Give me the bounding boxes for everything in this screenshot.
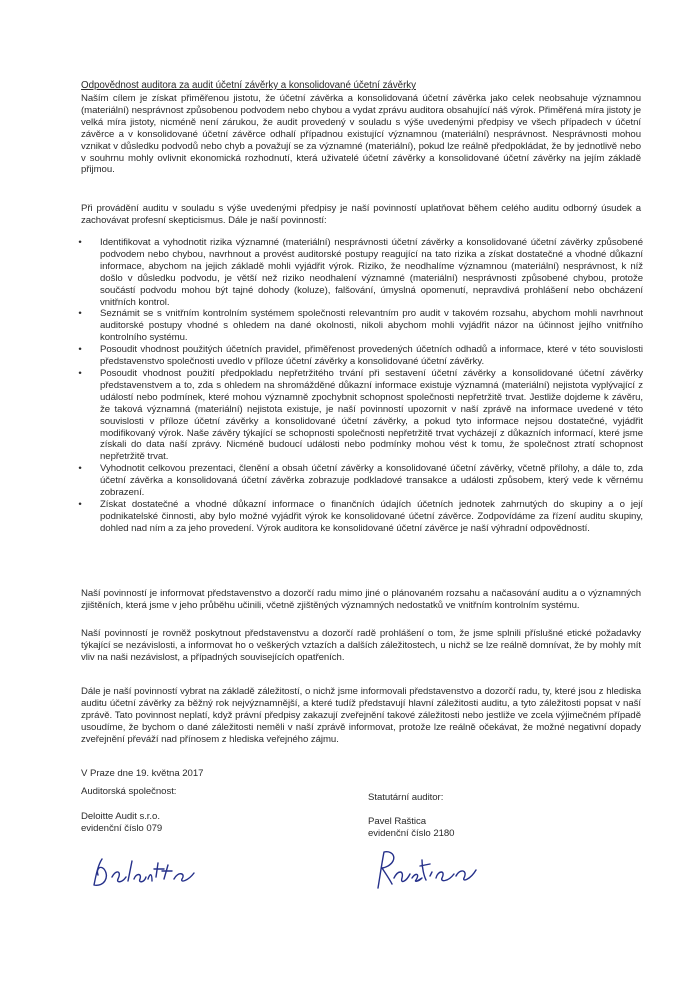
bullet-marker: • bbox=[78, 498, 82, 510]
list-item bbox=[73, 308, 643, 344]
firm-caption: Auditorská společnost: bbox=[81, 786, 177, 797]
paragraph-objective: Naším cílem je získat přiměřenou jistotu, že účetní závěrka a konsolidovaná účetní závěrka jako celek neobsahuje významnou (materiální) nesprávnost způsobenou podvodem nebo chybou a vydat zprávu auditora obsahující náš výrok. Přiměřená míra jistoty je velká míra jistoty, nicméně není zárukou, že audit provedený v souladu s výše uvedenými předpisy ve všech případech v účetní závěrce a v konsolidované účetní závěrce odhalí případnou existující významnou (materiální) nesprávnost. Nesprávnosti mohou vznikat v důsledku podvodů nebo chyb a považují se za významné (materiální), pokud lze reálně předpokládat, že by jednotlivě nebo v souhrnu mohly ovlivnit ekonomická rozhodnutí, která uživatelé účetní závěrky a konsolidované účetní závěrky na jejím základě přijmou. bbox=[81, 93, 641, 176]
list-item-text: Získat dostatečné a vhodné důkazní informace o finančních údajích účetních jednotek zahrnutých do skupiny a o její podnikatelské činnosti, aby bylo možné vyjádřit výrok ke konsolidované účetní závěrce. Zodpovídáme za řízení auditu skupiny, dohled nad ním a za jeho provedení. Výrok auditora ke konsolidované účetní závěrce je naší výhradní odpovědností. bbox=[100, 498, 643, 534]
paragraph-duties-intro: Při provádění auditu v souladu s výše uvedenými předpisy je naší povinností uplatňovat během celého auditu odborný úsudek a zachovávat profesní skepticismus. Dále je naší povinností: bbox=[81, 203, 641, 226]
duties-list bbox=[73, 237, 643, 535]
section-heading: Odpovědnost auditora za audit účetní závěrky a konsolidované účetní závěrky bbox=[81, 80, 416, 91]
list-item-text: Seznámit se s vnitřním kontrolním systémem společnosti relevantním pro audit v takovém rozsahu, abychom mohli navrhnout auditorské postupy vhodné s ohledem na dané okolnosti, nikoli abychom mohli vyjádřit názor na účinnost jejího vnitřního kontrolního systému. bbox=[100, 308, 643, 344]
list-item-text: Posoudit vhodnost použití předpokladu nepřetržitého trvání při sestavení účetní závěrky a konsolidované účetní závěrky představenstvem a to, zda s ohledem na shromážděné důkazní informace existuje významná (materiální) nejistota vyplývající z událostí nebo podmínek, které mohou významně zpochybnit schopnost společnosti nepřetržitě trvat. Jestliže dojdeme k závěru, že taková významná (materiální) nejistota existuje, je naší povinností upozornit v naší zprávě na informace uvedené v této souvislosti v příloze účetní závěrky a konsolidované účetní závěrky, a pokud tyto informace nejsou dostatečné, vyjádřit modifikovaný výrok. Naše závěry týkající se schopnosti společnosti nepřetržitě trvat vycházejí z důkazních informací, které jsme získali do data naší zprávy. Nicméně budoucí události nebo podmínky mohou vést k tomu, že společnost ztratí schopnost nepřetržitě trvat. bbox=[100, 367, 643, 463]
auditor-caption: Statutární auditor: bbox=[368, 792, 444, 803]
date-line: V Praze dne 19. května 2017 bbox=[81, 768, 204, 779]
auditor-name: Pavel Raštica bbox=[368, 816, 427, 827]
paragraph-independence: Naší povinností je rovněž poskytnout představenstvu a dozorčí radě prohlášení o tom, že jsme splnili příslušné etické požadavky týkající se nezávislosti, a informovat ho o veškerých vztazích a dalších záležitostech, u nichž se lze reálně domnívat, že by mohly mít vliv na naši nezávislost, a případných souvisejících opatřeních. bbox=[81, 628, 641, 663]
bullet-marker: • bbox=[78, 463, 82, 475]
list-item bbox=[73, 463, 643, 499]
auditor-signature-stroke bbox=[378, 852, 476, 888]
auditor-signature bbox=[370, 848, 480, 893]
list-item-text: Vyhodnotit celkovou prezentaci, členění a obsah účetní závěrky a konsolidované účetní závěrky, včetně přílohy, a dále to, zda účetní závěrka a konsolidovaná účetní závěrka zobrazuje podkladové transakce a události způsobem, který vede k věrnému zobrazení. bbox=[100, 463, 643, 499]
list-item-text: Identifikovat a vyhodnotit rizika významné (materiální) nesprávnosti účetní závěrky a konsolidované účetní závěrky způsobené podvodem nebo chybou, navrhnout a provést auditorské postupy reagující na tato rizika a získat dostatečné a vhodné důkazní informace, abychom na jejich základě mohli vyjádřit výrok. Riziko, že neodhalíme významnou (materiální) nesprávnost, k níž došlo v důsledku podvodu, je větší než riziko neodhalení významné (materiální) nesprávnosti způsobené chybou, protože součástí podvodu mohou být tajné dohody (koluze), falšování, úmyslná opomenutí, nepravdivá prohlášení nebo obcházení vnitřních kontrol. bbox=[100, 237, 643, 308]
firm-signature bbox=[90, 855, 200, 891]
firm-registration: evidenční číslo 079 bbox=[81, 823, 163, 834]
bullet-marker: • bbox=[78, 367, 82, 379]
bullet-marker: • bbox=[78, 237, 82, 248]
paragraph-communication: Naší povinností je informovat představenstvo a dozorčí radu mimo jiné o plánovaném rozsahu a načasování auditu a o významných zjištěních, která jsme v jeho průběhu učinili, včetně zjištěných významných nedostatků ve vnitřním kontrolním systému. bbox=[81, 588, 641, 611]
list-item bbox=[73, 368, 643, 463]
list-item bbox=[73, 237, 643, 308]
auditor-registration: evidenční číslo 2180 bbox=[368, 828, 455, 839]
list-item bbox=[73, 344, 643, 368]
bullet-marker: • bbox=[78, 344, 82, 356]
firm-name: Deloitte Audit s.r.o. bbox=[81, 811, 160, 822]
bullet-marker: • bbox=[78, 308, 82, 320]
list-item bbox=[73, 499, 643, 535]
firm-signature-stroke bbox=[94, 859, 194, 885]
list-item-text: Posoudit vhodnost použitých účetních pravidel, přiměřenost provedených účetních odhadů a informace, které v této souvislosti představenstvo společnosti uvedlo v příloze účetní závěrky a konsolidované účetní závěrky. bbox=[100, 344, 643, 368]
paragraph-key-matters: Dále je naší povinností vybrat na základě záležitostí, o nichž jsme informovali představenstvo a dozorčí radu, ty, které jsou z hlediska auditu účetní závěrky za běžný rok nejvýznamnější, a které tudíž představují hlavní záležitosti auditu, a tyto záležitosti popsat v naší zprávě. Tato povinnost neplatí, když právní předpisy zakazují zveřejnění takové záležitosti nebo jestliže ve zcela výjimečném případě usoudíme, že bychom o dané záležitosti neměli v naší zprávě informovat, protože lze reálně očekávat, že možné negativní dopady zveřejnění převáží nad přínosem z hlediska veřejného zájmu. bbox=[81, 686, 641, 745]
